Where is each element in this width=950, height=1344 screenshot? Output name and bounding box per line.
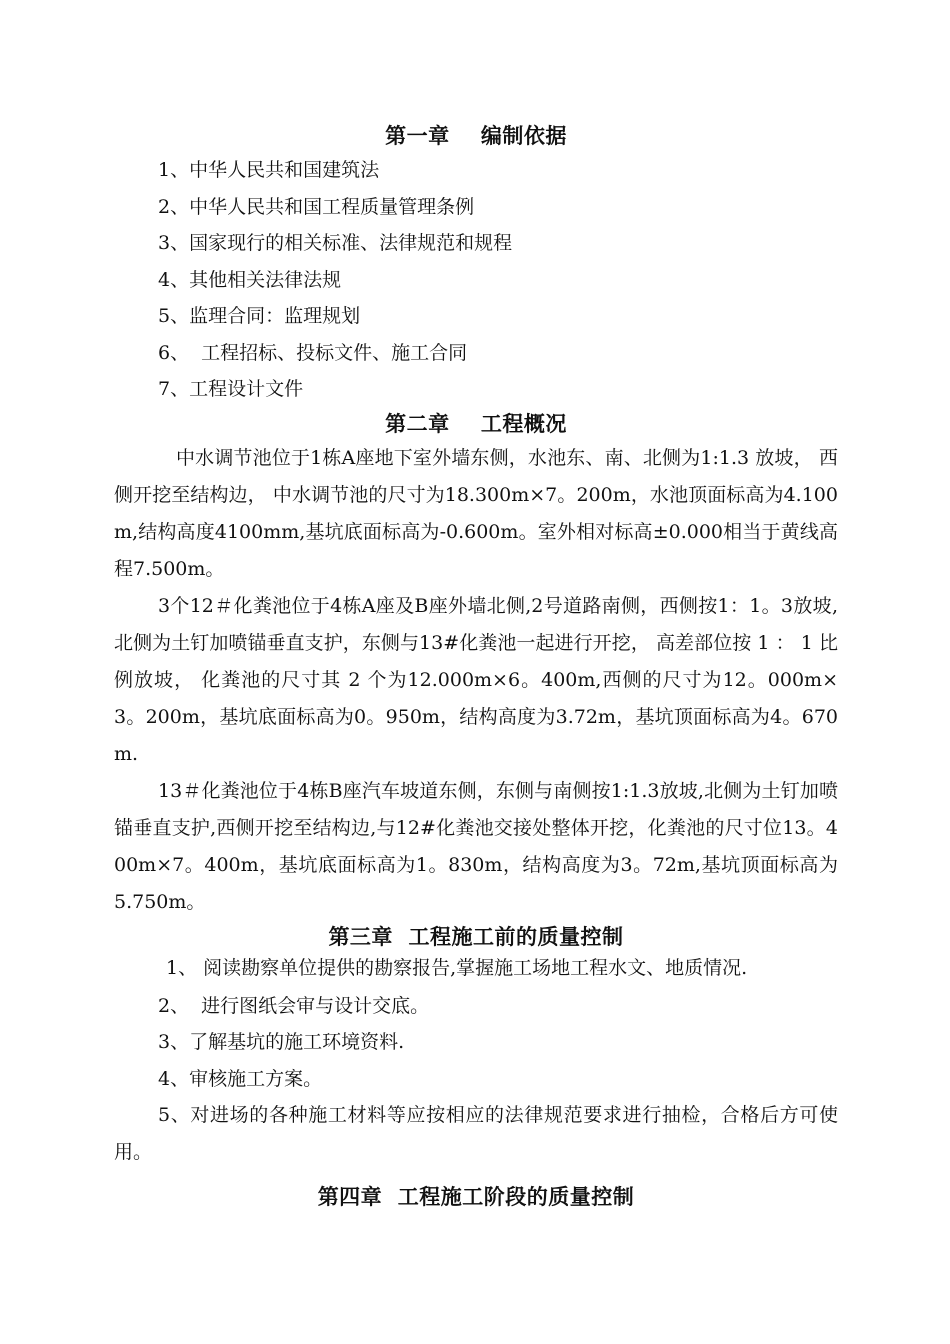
chapter-2-title: 第二章 工程概况 [385, 411, 567, 436]
chapter-3-item: 5、对进场的各种施工材料等应按相应的法律规范要求进行抽检，合格后方可使用。 [114, 1104, 838, 1163]
chapter-1-item: 6、 工程招标、投标文件、施工合同 [158, 341, 468, 364]
chapter-1-item: 3、国家现行的相关标准、法律规范和规程 [158, 232, 513, 254]
chapter-4-title: 第四章 工程施工阶段的质量控制 [317, 1185, 635, 1209]
chapter-3-item: 2、 进行图纸会审与设计交底。 [158, 994, 430, 1017]
chapter-2-paragraph: 3个12＃化粪池位于4栋A座及B座外墙北侧,2号道路南侧，西侧按1：1。3放坡,北侧为土钉加喷锚垂直支护，东侧与13#化粪池一起进行开挖， 高差部位按 1 ： 1 比例放坡， 化粪池的尺寸其 2 个为12.000m×6。400m,西侧的尺寸为12。000m×3。200m，基坑底面标高为0。950m，结构高度为3.72m，基坑顶面标高为4。670m. [114, 594, 838, 765]
chapter-1-item: 1、中华人民共和国建筑法 [158, 159, 380, 181]
chapter-2-paragraph: 13＃化粪池位于4栋B座汽车坡道东侧，东侧与南侧按1:1.3放坡,北侧为土钉加喷锚垂直支护,西侧开挖至结构边,与12#化粪池交接处整体开挖，化粪池的尺寸位13。400m×7。400m，基坑底面标高为1。830m，结构高度为3。72m,基坑顶面标高为5.750m。 [114, 779, 838, 913]
chapter-3-title: 第三章 工程施工前的质量控制 [328, 924, 624, 949]
chapter-3-item: 1、 阅读勘察单位提供的勘察报告,掌握施工场地工程水文、地质情况. [166, 956, 748, 979]
chapter-1-item: 2、中华人民共和国工程质量管理条例 [158, 195, 475, 218]
chapter-1-item: 5、监理合同：监理规划 [158, 305, 361, 327]
chapter-3-item: 3、了解基坑的施工环境资料. [158, 1031, 405, 1053]
chapter-3-item: 4、审核施工方案。 [158, 1067, 323, 1090]
chapter-2-paragraph: 中水调节池位于1栋A座地下室外墙东侧，水池东、南、北侧为1:1.3 放坡， 西侧开挖至结构边， 中水调节池的尺寸为18.300m×7。200m，水池顶面标高为4.100m,结构高度4100mm,基坑底面标高为-0.600m。室外相对标高±0.000相当于黄线高程7.500m。 [114, 446, 838, 580]
chapter-1-item: 7、工程设计文件 [158, 378, 304, 400]
chapter-1-title: 第一章 编制依据 [385, 124, 567, 148]
chapter-1-item: 4、其他相关法律法规 [158, 268, 342, 291]
spacer [114, 1171, 838, 1181]
document-body [114, 120, 838, 1213]
